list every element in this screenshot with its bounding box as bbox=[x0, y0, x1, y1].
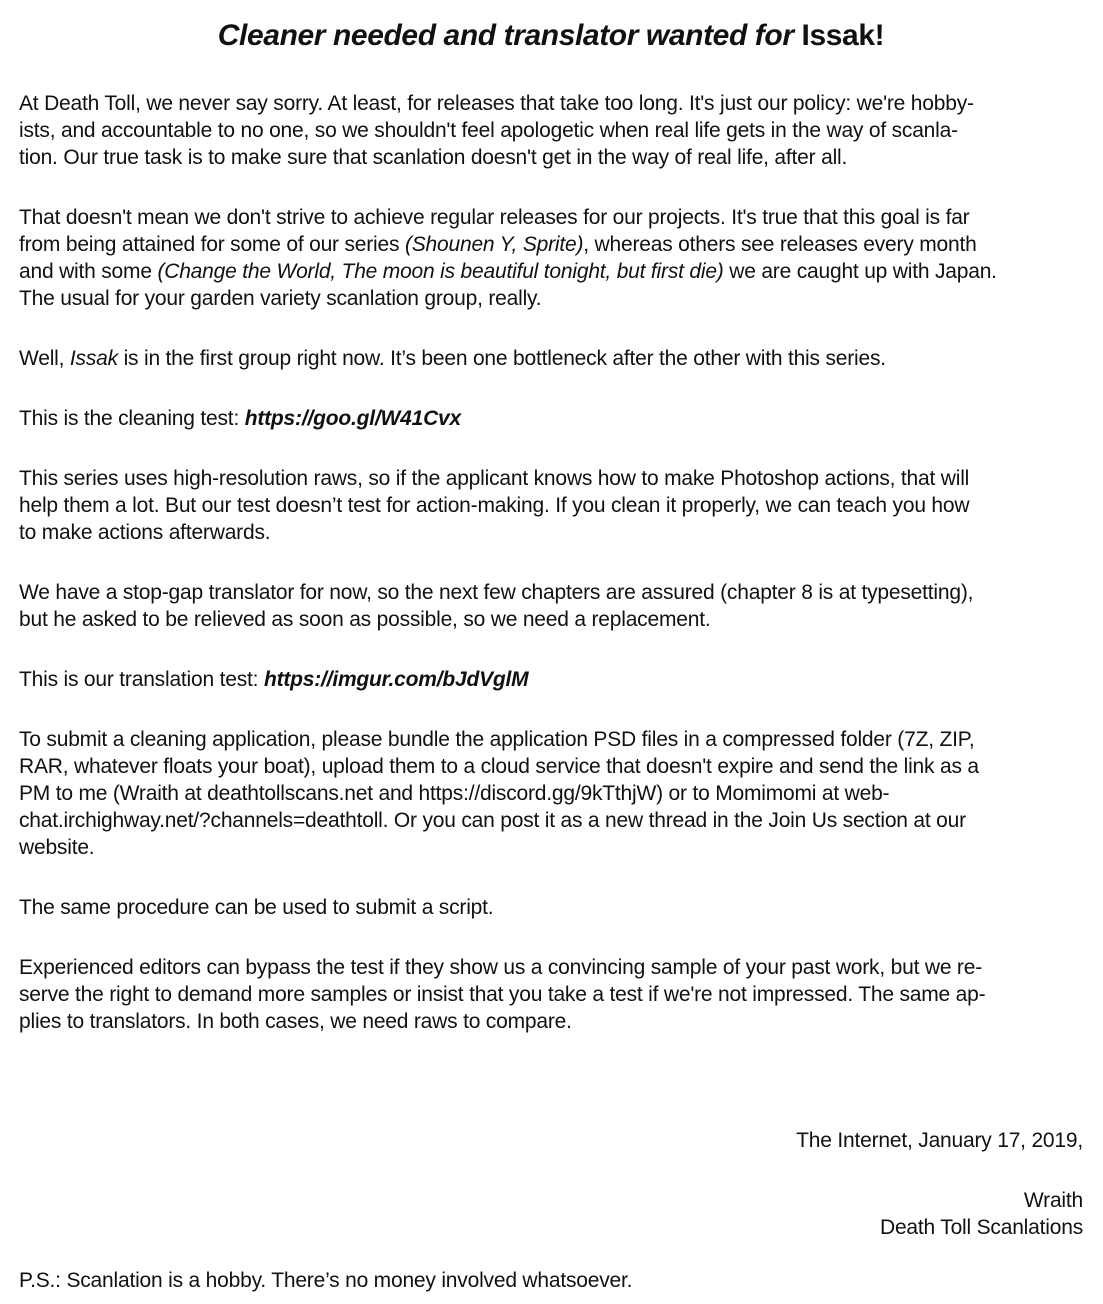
text-line bbox=[19, 894, 1083, 921]
text-line bbox=[19, 258, 1083, 285]
text-run: but he asked to be relieved as soon as possible, so we need a replacement. bbox=[19, 608, 711, 631]
text-line bbox=[19, 579, 1083, 606]
text-run: tion. Our true task is to make sure that scanlation doesn't get in the way of real life, after all. bbox=[19, 146, 848, 169]
text-run: Well, bbox=[19, 347, 70, 370]
text-run: At Death Toll, we never say sorry. At least, for releases that take too long. It's just our policy: we're hobby- bbox=[19, 92, 974, 115]
text-run: (Change the World, The moon is beautiful tonight, but first die) bbox=[157, 260, 724, 283]
text-line bbox=[19, 666, 1083, 693]
text-line bbox=[19, 834, 1083, 861]
signature bbox=[19, 1187, 1083, 1241]
signature-group: Death Toll Scanlations bbox=[879, 1216, 1083, 1239]
text-run: This series uses high-resolution raws, so if the applicant knows how to make Photoshop actions, that will bbox=[19, 467, 970, 490]
text-run: from being attained for some of our series bbox=[19, 233, 405, 256]
closing-block bbox=[19, 1127, 1083, 1241]
paragraph bbox=[19, 405, 1083, 432]
text-run: We have a stop-gap translator for now, so the next few chapters are assured (chapter 8 is at typesetting), bbox=[19, 581, 974, 604]
text-run: is in the first group right now. It’s been one bottleneck after the other with this series. bbox=[117, 347, 886, 370]
text-run: (Shounen Y, Sprite) bbox=[404, 233, 584, 256]
dateline: The Internet, January 17, 2019, bbox=[796, 1129, 1083, 1152]
paragraph bbox=[19, 465, 1083, 546]
text-run: PM to me (Wraith at deathtollscans.net and https://discord.gg/9kTthjW) or to Momimomi at web- bbox=[19, 782, 890, 805]
text-line bbox=[19, 144, 1083, 171]
text-line bbox=[19, 90, 1083, 117]
text-line bbox=[19, 954, 1083, 981]
text-run: RAR, whatever floats your boat), upload them to a cloud service that doesn't expire and send the link as a bbox=[19, 755, 979, 778]
text-line bbox=[19, 753, 1083, 780]
paragraph bbox=[19, 666, 1083, 693]
text-run: chat.irchighway.net/?channels=deathtoll. Or you can post it as a new thread in the Join Us section at our bbox=[19, 809, 966, 832]
cleaning-test-url[interactable]: https://goo.gl/W41Cvx bbox=[244, 407, 462, 430]
text-line bbox=[19, 519, 1083, 546]
document-body bbox=[19, 90, 1083, 1035]
paragraph bbox=[19, 894, 1083, 921]
text-line bbox=[19, 780, 1083, 807]
text-run: Issak bbox=[69, 347, 118, 370]
text-line bbox=[19, 1008, 1083, 1035]
text-line bbox=[19, 981, 1083, 1008]
text-run: This is the cleaning test: bbox=[19, 407, 245, 430]
text-run: we are caught up with Japan. bbox=[723, 260, 997, 283]
paragraph bbox=[19, 90, 1083, 171]
text-run: website. bbox=[19, 836, 95, 859]
text-line bbox=[19, 405, 1083, 432]
text-line bbox=[19, 345, 1083, 372]
postscript: P.S.: Scanlation is a hobby. There’s no money involved whatsoever. bbox=[19, 1269, 633, 1292]
text-run: This is our translation test: bbox=[19, 668, 264, 691]
text-line bbox=[19, 807, 1083, 834]
translation-test-url[interactable]: https://imgur.com/bJdVglM bbox=[263, 668, 529, 691]
text-run: serve the right to demand more samples or insist that you take a test if we're not impressed. The same ap- bbox=[19, 983, 986, 1006]
text-run: help them a lot. But our test doesn’t test for action-making. If you clean it properly, we can teach you how bbox=[19, 494, 970, 517]
signature-name: Wraith bbox=[1023, 1189, 1083, 1212]
text-line bbox=[19, 465, 1083, 492]
text-run: ists, and accountable to no one, so we shouldn't feel apologetic when real life gets in the way of scanla- bbox=[19, 119, 958, 142]
text-run: Issak! bbox=[801, 19, 885, 52]
paragraph bbox=[19, 954, 1083, 1035]
text-line bbox=[19, 726, 1083, 753]
text-line bbox=[19, 606, 1083, 633]
text-run: , whereas others see releases every month bbox=[583, 233, 977, 256]
text-run: That doesn't mean we don't strive to achieve regular releases for our projects. It's true that this goal is far bbox=[19, 206, 970, 229]
document-title bbox=[19, 18, 1083, 54]
text-line bbox=[19, 285, 1083, 312]
text-run: Cleaner needed and translator wanted for bbox=[217, 19, 802, 52]
text-line bbox=[19, 117, 1083, 144]
text-run: To submit a cleaning application, please bundle the application PSD files in a compressed folder (7Z, ZIP, bbox=[19, 728, 975, 751]
paragraph bbox=[19, 726, 1083, 861]
text-run: plies to translators. In both cases, we need raws to compare. bbox=[19, 1010, 572, 1033]
text-run: Experienced editors can bypass the test if they show us a convincing sample of your past work, but we re- bbox=[19, 956, 982, 979]
text-run: The same procedure can be used to submit a script. bbox=[19, 896, 494, 919]
paragraph bbox=[19, 579, 1083, 633]
text-run: to make actions afterwards. bbox=[19, 521, 271, 544]
text-line bbox=[19, 231, 1083, 258]
paragraph bbox=[19, 345, 1083, 372]
text-run: and with some bbox=[19, 260, 158, 283]
text-line bbox=[19, 204, 1083, 231]
text-line bbox=[19, 492, 1083, 519]
text-run: The usual for your garden variety scanlation group, really. bbox=[19, 287, 542, 310]
paragraph bbox=[19, 204, 1083, 312]
